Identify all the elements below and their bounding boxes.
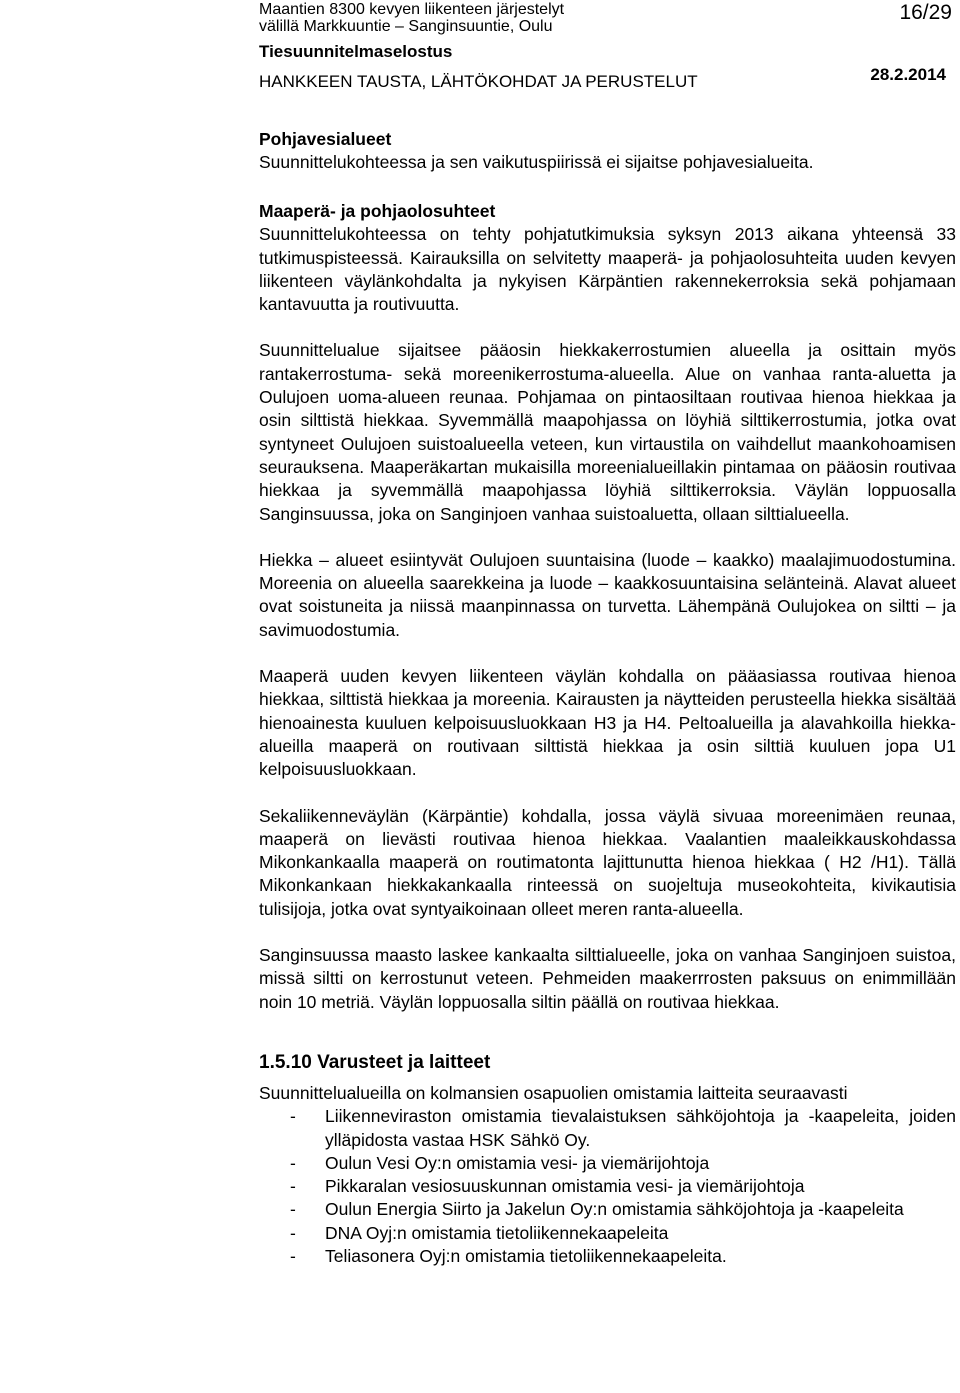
- paragraph-equipment-intro: Suunnittelualueilla on kolmansien osapuolien omistamia laitteita seuraavasti: [259, 1082, 848, 1103]
- header-page-number: 16/29: [899, 1, 952, 24]
- paragraph-soil-4: Maaperä uuden kevyen liikenteen väylän kohdalla on pääasiassa routivaa hienoa hiekkaa, silttistä hiekkaa ja moreenia. Kairausten ja näytteiden perusteella hiekka sisältää hienoainesta kuuluen kelpoisuusluokkaan H3 ja H4. Peltoalueilla ja alavahkoilla hiekka-alueilla maaperä on routivaan silttistä hiekkaa ja osin silttiä kuuluen jopa U1 kelpoisuusluokkaan.: [259, 666, 956, 780]
- list-item: [259, 1222, 956, 1245]
- equipment-list: [259, 1105, 956, 1268]
- paragraph-soil-1: Suunnittelukohteessa on tehty pohjatutkimuksia syksyn 2013 aikana yhteensä 33 tutkimuspisteessä. Kairauksilla on selvitetty maaperä- ja pohjaolosuhteita uuden kevyen liikenteen väylänkohdalta ja nykyisen Kärpäntien rakennekerroksia sekä pohjamaan kantavuutta ja routivuutta.: [259, 224, 956, 315]
- header-project-title-line1: Maantien 8300 kevyen liikenteen järjestelyt: [259, 1, 565, 18]
- section-heading-equipment: 1.5.10 Varusteet ja laitteet: [259, 1051, 491, 1073]
- list-item: [259, 1175, 956, 1198]
- paragraph-soil-3: Hiekka – alueet esiintyvät Oulujoen suuntaisina (luode – kaakko) maalajimuodostumina. Moreenia on alueella saarekkeina ja luode – kaakkosuuntaisina selänteinä. Alavat alueet ovat soistuneita ja niissä maanpinnassa on turvetta. Lähempänä Oulujokea on siltti – ja savimuodostumia.: [259, 549, 956, 640]
- paragraph-soil-5: Sekaliikenneväylän (Kärpäntie) kohdalla, jossa väylä sivuaa moreenimäen reunaa, maaperä on lievästi routivaa hienoa hiekkaa. Vaalantien maaleikkauskohdassa Mikonkankaalla maaperä on routimatonta lajittunutta hienoa hiekkaa ( H2 /H1). Tällä Mikonkankaan hiekkakankaalla rinteessä on suojeltuja museokohteita, kivikautisia tulisijoja, jotka ovat syntyaikoinaan olleet meren ranta-alueella.: [259, 805, 956, 919]
- paragraph-soil-2: Suunnittelualue sijaitsee pääosin hiekkakerrostumien alueella ja osittain myös rantakerrostuma- sekä moreenikerrostuma-alueella. Alue on vanhaa ranta-aluetta ja Oulujoen uoma-alueen reunaa. Pohjamaa on pintaosiltaan routivaa hienoa hiekkaa ja osin silttistä hiekkaa. Syvemmällä maapohjassa on löyhiä silttikerrostumia, jotka ovat syntyneet Oulujoen suistoalueella veteen, kun virtaustila on vaihdellut maankohoamisen seurauksena. Maaperäkartan mukaisilla moreenialueillakin pintamaa on pääosin routivaa hiekkaa ja syvemmällä maapohjassa löyhiä silttikerroksia. Väylän loppuosalla Sanginsuussa, joka on Sanginjoen vanhaa suistoaluetta, ollaan silttialueella.: [259, 340, 956, 524]
- header-date: 28.2.2014: [870, 65, 946, 84]
- list-dash: -: [290, 1199, 296, 1220]
- list-item-text: Oulun Vesi Oy:n omistamia vesi- ja viemärijohtoja: [325, 1152, 710, 1173]
- paragraph-soil-6: Sanginsuussa maasto laskee kankaalta silttialueelle, joka on vanhaa Sanginjoen suistoa, missä siltti on kerrostunut veteen. Pehmeiden maakerrrosten paksuus on enimmillään noin 10 metriä. Väylän loppuosalla siltin päällä on routivaa hiekkaa.: [259, 945, 956, 1012]
- header-document-type: Tiesuunnitelmaselostus: [259, 42, 453, 61]
- list-item-text: Liikenneviraston omistamia tievalaistuksen sähköjohtoja ja -kaapeleita, joiden ylläpidosta vastaa HSK Sähkö Oy.: [325, 1106, 956, 1150]
- list-dash: -: [290, 1106, 296, 1127]
- header-project-title-line2: välillä Markkuuntie – Sanginsuuntie, Oulu: [259, 18, 553, 35]
- list-item-text: Oulun Energia Siirto ja Jakelun Oy:n omistamia sähköjohtoja ja -kaapeleita: [325, 1199, 904, 1220]
- document-body: [259, 128, 956, 1268]
- header-chapter-title: HANKKEEN TAUSTA, LÄHTÖKOHDAT JA PERUSTELUT: [259, 72, 698, 91]
- list-dash: -: [290, 1245, 296, 1266]
- list-item: [259, 1105, 956, 1152]
- list-item: [259, 1198, 956, 1221]
- list-item-text: DNA Oyj:n omistamia tietoliikennekaapeleita: [325, 1222, 669, 1243]
- list-dash: -: [290, 1222, 296, 1243]
- list-item: [259, 1245, 956, 1268]
- section-heading-soil: Maaperä- ja pohjaolosuhteet: [259, 201, 496, 222]
- list-item: [259, 1152, 956, 1175]
- list-item-text: Teliasonera Oyj:n omistamia tietoliikennekaapeleita.: [325, 1245, 727, 1266]
- list-dash: -: [290, 1152, 296, 1173]
- section-heading-groundwater: Pohjavesialueet: [259, 129, 392, 149]
- paragraph-groundwater: Suunnittelukohteessa ja sen vaikutuspiirissä ei sijaitse pohjavesialueita.: [259, 152, 814, 172]
- list-item-text: Pikkaralan vesiosuuskunnan omistamia vesi- ja viemärijohtoja: [325, 1176, 805, 1197]
- list-dash: -: [290, 1176, 296, 1197]
